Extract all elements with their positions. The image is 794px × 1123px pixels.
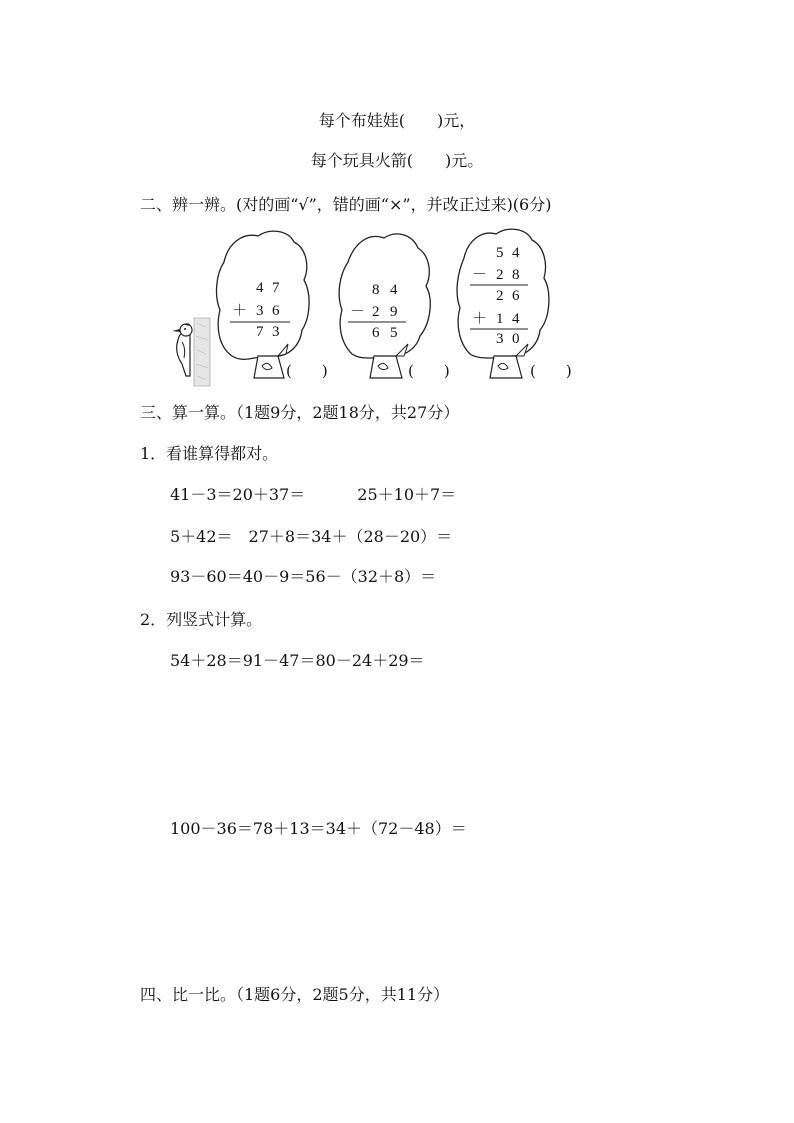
tree-2-row-1-ones: 4 [390,282,398,298]
tree-1-row-3-tens: 7 [256,324,264,340]
equation: 34＋（72－48）＝ [325,819,467,838]
equation: 40－9＝ [242,567,306,586]
question-1-title: 1．看谁算得都对。 [140,444,279,463]
tree-1-row-2-sign: ＋ [232,303,248,319]
equation: 5＋42＝ [170,527,233,546]
equation: 93－60＝ [170,567,243,586]
tree-3-answer-blank[interactable]: ( ) [530,362,572,380]
tree-1-row-1-tens: 4 [256,280,264,296]
equation: 41－3＝ [170,485,233,504]
tree-2-row-2-sign: － [350,304,366,320]
tree-2-row-3-ones: 5 [390,325,398,341]
tree-1-row-2-tens: 3 [256,303,264,319]
tree-3-row-2-sign: － [472,267,488,283]
tree-2-row-2-ones: 9 [390,304,398,320]
doll-price-line: 每个布娃娃( )元， [318,111,476,130]
tree-2-row-2-tens: 2 [372,304,380,320]
equation: 78＋13＝ [252,819,326,838]
section-3-title: 三、算一算。（1题9分，2题18分，共27分） [140,403,460,422]
equation: 56－（32＋8）＝ [305,567,437,586]
tree-3-row-1-tens: 5 [496,245,504,261]
tree-1-row-1-ones: 7 [272,280,280,296]
tree-3-row-1-ones: 4 [512,245,520,261]
rocket-price-line: 每个玩具火箭( )元。 [310,151,484,170]
tree-2-answer-blank[interactable]: ( ) [408,362,450,380]
q1-line-3 [170,564,436,587]
equation: 54＋28＝ [170,651,243,670]
tree-1-row-3-ones: 3 [272,324,280,340]
equation: 80－24＋29＝ [315,651,425,670]
tree-3-row-5-tens: 3 [496,331,504,347]
section-2-title: 二、辨一辨。(对的画“√”，错的画“×”，并改正过来)(6分) [140,195,552,214]
tree-2-row-1-tens: 8 [372,282,380,298]
equation: 27＋8＝ [248,527,312,546]
tree-2-row-3-tens: 6 [372,325,380,341]
woodpecker-picture [164,318,214,390]
tree-1-answer-blank[interactable]: ( ) [286,362,328,380]
equation: 34＋（28－20）＝ [311,527,453,546]
tree-3-row-4-ones: 4 [512,311,520,327]
equation: 25＋10＋7＝ [357,485,457,504]
tree-3-row-3-tens: 2 [496,288,504,304]
tree-3-row-3-ones: 6 [512,288,520,304]
equation: 91－47＝ [242,651,316,670]
equation: 100－36＝ [170,819,253,838]
tree-3-row-2-ones: 8 [512,267,520,283]
q2-line-1 [170,648,425,671]
q2-line-2 [170,816,467,839]
section-4-title: 四、比一比。（1题6分，2题5分，共11分） [140,985,450,1004]
q1-line-1 [170,482,456,505]
tree-3-row-5-ones: 0 [512,331,520,347]
tree-3-row-4-tens: 1 [496,311,504,327]
equation: 20＋37＝ [232,485,306,504]
q1-line-2 [170,524,452,547]
question-2-title: 2．列竖式计算。 [140,610,263,629]
tree-1-row-2-ones: 6 [272,303,280,319]
tree-3-row-4-sign: ＋ [472,311,488,327]
tree-3-row-2-tens: 2 [496,267,504,283]
